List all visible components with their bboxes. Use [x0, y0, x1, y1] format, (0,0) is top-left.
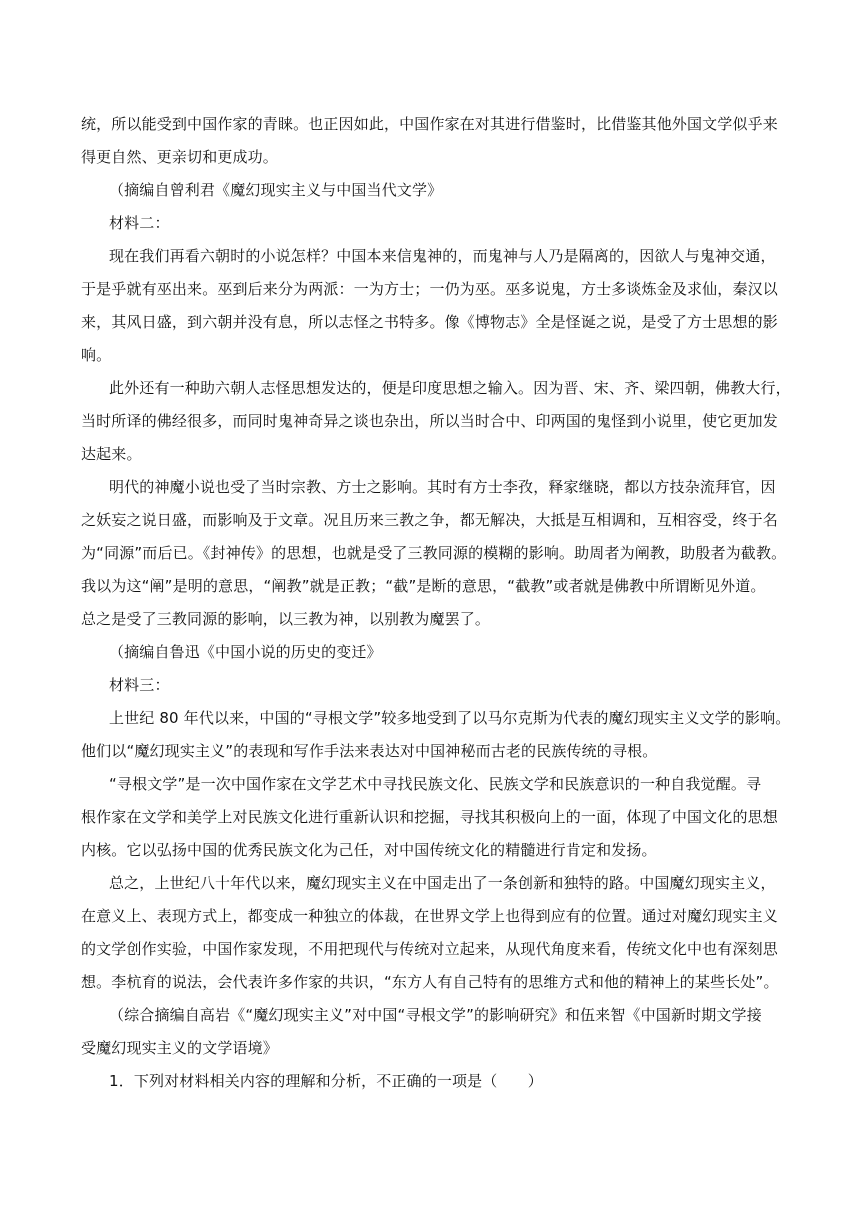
text-line: 当时所译的佛经很多，而同时鬼神奇异之谈也杂出，所以当时合中、印两国的鬼怪到小说里，使它更加发: [81, 412, 778, 430]
section-heading: 材料二：: [109, 214, 170, 232]
text-line: 总之是受了三教同源的影响，以三教为神，以别教为魔罢了。: [81, 610, 491, 628]
source-citation: （综合摘编自高岩《“魔幻现实主义”对中国“寻根文学”的影响研究》和伍来智《中国新时期文学接: [109, 1006, 762, 1024]
text-line: 此外还有一种助六朝人志怪思想发达的，便是印度思想之输入。因为晋、宋、齐、梁四朝，佛教大行，: [109, 379, 791, 397]
text-line: 总之，上世纪八十年代以来，魔幻现实主义在中国走出了一条创新和独特的路。中国魔幻现实主义，: [109, 874, 776, 892]
text-line: 他们以“魔幻现实主义”的表现和写作手法来表达对中国神秘而古老的民族传统的寻根。: [81, 742, 658, 760]
text-line: 统，所以能受到中国作家的青睐。也正因如此，中国作家在对其进行借鉴时，比借鉴其他外国文学似乎来: [81, 115, 778, 133]
text-line: 来，其风日盛，到六朝并没有息，所以志怪之书特多。像《博物志》全是怪诞之说，是受了方士思想的影: [81, 313, 778, 331]
source-citation: （摘编自曾利君《魔幻现实主义与中国当代文学》: [109, 181, 443, 199]
text-line: “寻根文学”是一次中国作家在文学艺术中寻找民族文化、民族文学和民族意识的一种自我觉醒。寻: [109, 775, 762, 793]
section-heading: 材料三：: [109, 676, 170, 694]
text-line: 响。: [81, 346, 112, 364]
text-line: 之妖妄之说日盛，而影响及于文章。况且历来三教之争，都无解决，大抵是互相调和，互相容受，终于名: [81, 511, 778, 529]
text-line: 的文学创作实验，中国作家发现，不用把现代与传统对立起来，从现代角度来看，传统文化中也有深刻思: [81, 940, 778, 958]
text-line: 得更自然、更亲切和更成功。: [81, 148, 278, 166]
text-line: 我以为这“阐”是明的意思，“阐教”就是正教；“截”是断的意思，“截教”或者就是佛教中所谓断见外道。: [81, 577, 766, 595]
source-citation: （摘编自鲁迅《中国小说的历史的变迁》: [109, 643, 382, 661]
text-line: 根作家在文学和美学上对民族文化进行重新认识和挖掘，寻找其积极向上的一面，体现了中国文化的思想: [81, 808, 778, 826]
text-line: 内核。它以弘扬中国的优秀民族文化为己任，对中国传统文化的精髓进行肯定和发扬。: [81, 841, 657, 859]
question-item: 1．下列对材料相关内容的理解和分析，不正确的一项是（ ）: [109, 1072, 543, 1090]
source-citation: 受魔幻现实主义的文学语境》: [81, 1039, 278, 1057]
text-line: 为“同源”而后已。《封神传》的思想，也就是受了三教同源的模糊的影响。助周者为阐教，助殷者为截教。: [81, 544, 787, 562]
text-line: 在意义上、表现方式上，都变成一种独立的体裁，在世界文学上也得到应有的位置。通过对魔幻现实主义: [81, 907, 778, 925]
text-line: 上世纪 80 年代以来，中国的“寻根文学”较多地受到了以马尔克斯为代表的魔幻现实主义文学的影响。: [109, 709, 791, 727]
text-line: 现在我们再看六朝时的小说怎样？中国本来信鬼神的，而鬼神与人乃是隔离的，因欲人与鬼神交通，: [109, 247, 776, 265]
text-line: 达起来。: [81, 445, 142, 463]
text-line: 明代的神魔小说也受了当时宗教、方士之影响。其时有方士李孜，释家继晓，都以方技杂流拜官，因: [109, 478, 776, 496]
text-line: 想。李杭育的说法，会代表许多作家的共识，“东方人有自己特有的思维方式和他的精神上的某些长处”。: [81, 973, 779, 991]
text-line: 于是乎就有巫出来。巫到后来分为两派：一为方士；一仍为巫。巫多说鬼，方士多谈炼金及求仙，秦汉以: [81, 280, 778, 298]
